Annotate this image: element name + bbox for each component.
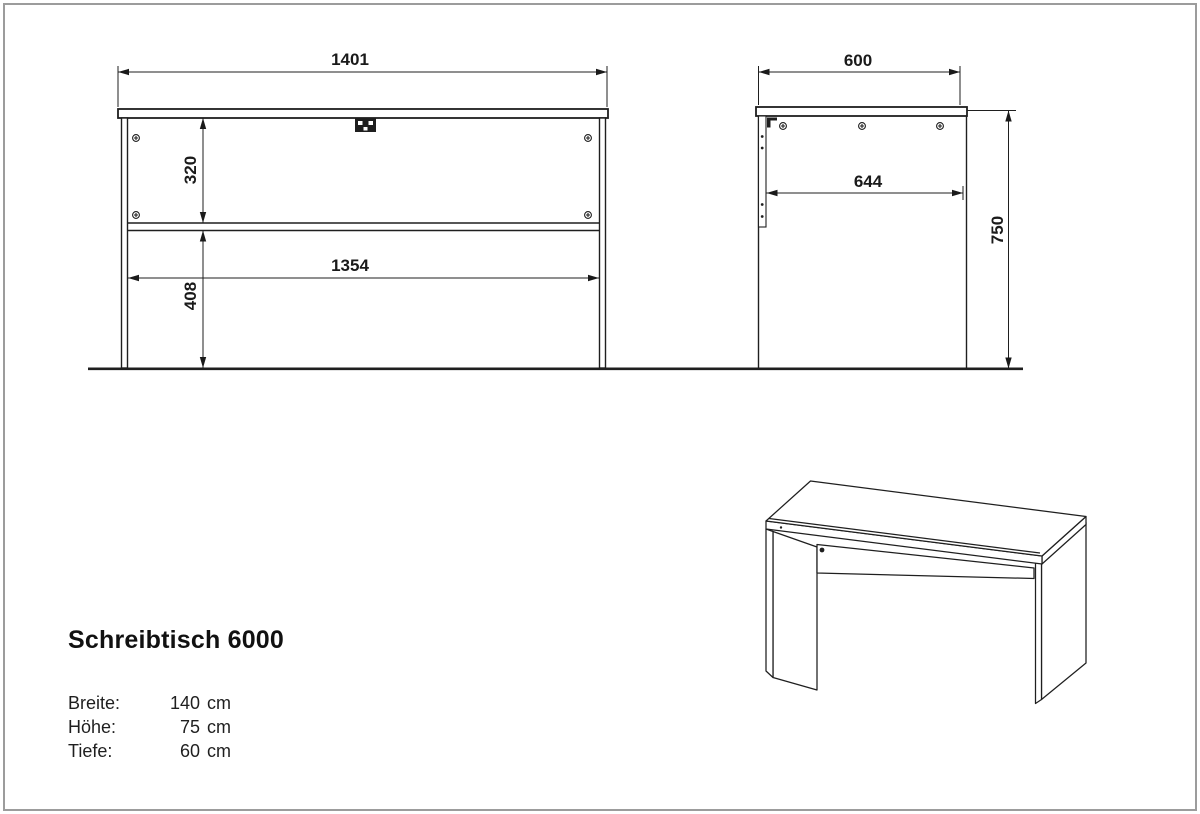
spec-label: Höhe: [68,717,117,737]
spec-row-tiefe [68,739,231,763]
pin-dot-icon [780,526,782,528]
spec-label: Breite: [68,693,121,713]
dim-label-side-height: 750 [988,215,1007,245]
spec-row-hoehe [68,715,231,739]
spec-unit: cm [207,717,231,737]
isometric-view [766,481,1086,704]
dim-label-inner-width: 1354 [331,256,369,275]
dim-label-side-inner-depth: 644 [853,172,883,191]
rail-screw-icon [820,548,825,553]
spec-value: 75 [179,717,200,737]
dim-label-leg-clearance: 408 [181,281,200,311]
spec-unit: cm [207,693,231,713]
dim-label-back-panel-height: 320 [181,155,200,185]
spec-value: 140 [169,693,200,713]
connector-fitting-icon [355,119,376,133]
spec-unit: cm [207,741,231,761]
spec-value: 60 [179,741,200,761]
spec-label: Tiefe: [68,741,113,761]
bracket-icon [767,118,777,128]
dim-label-side-depth: 600 [843,51,873,70]
side-view [756,66,1016,369]
dim-label-front-width: 1401 [331,50,369,69]
spec-row-breite [68,691,231,715]
product-title: Schreibtisch 6000 [68,626,285,654]
screw-icon [133,135,592,219]
spec-list [68,691,231,763]
screw-icon [780,123,944,130]
